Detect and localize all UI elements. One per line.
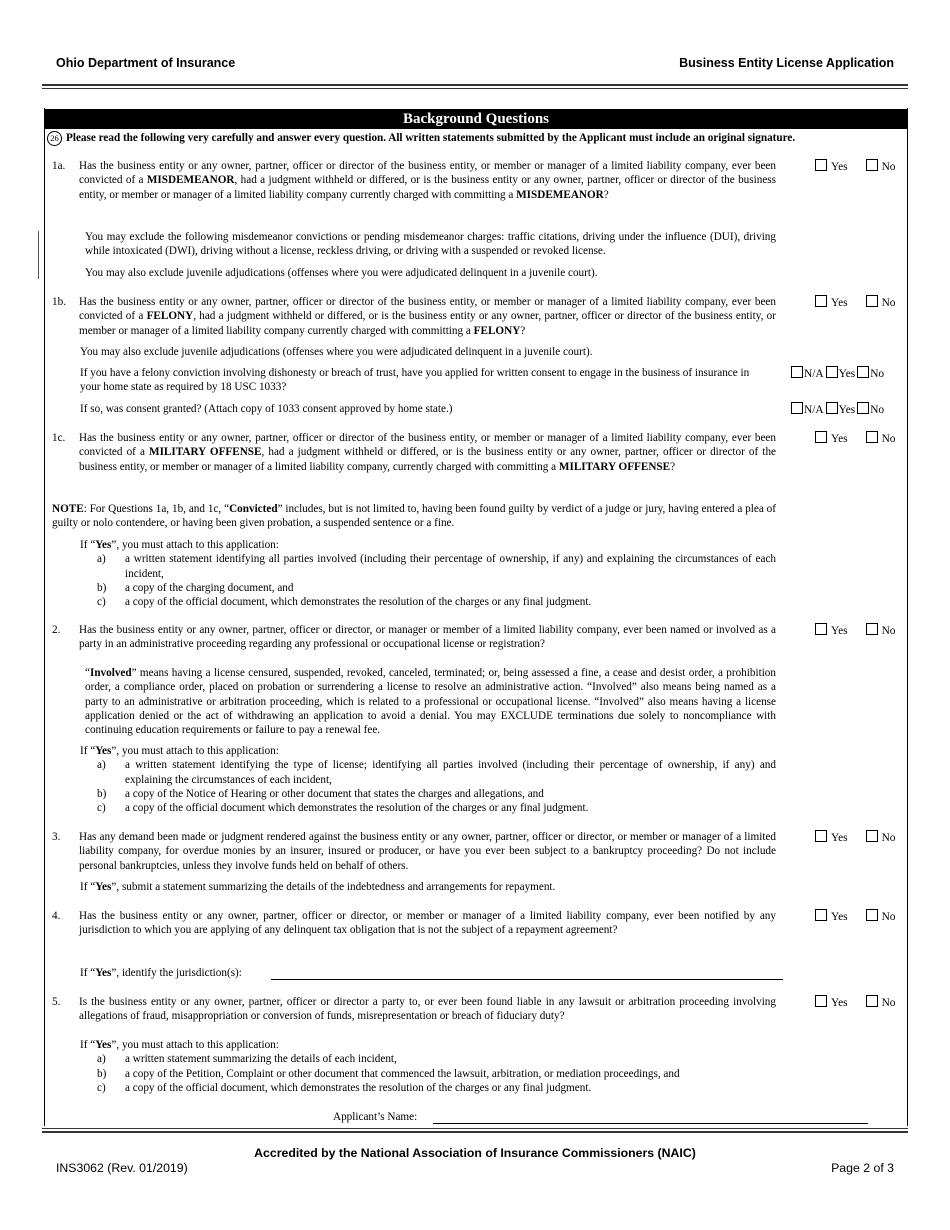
item-letter: b) (97, 1067, 107, 1080)
answer-1a (815, 159, 896, 174)
text: ”, you must attach to this application: (111, 1039, 279, 1051)
question-number: 1c. (52, 432, 66, 444)
answer-4 (815, 909, 896, 924)
question-text: Has any demand been made or judgment rendered against the business entity or any owner, partner, officer or director, or member or manager of a limited liability company, for overdue monies by an insurer, insured or producer, or have you ever been subject to a bankruptcy proceeding? Do not include personal bankruptcies, unless they involve funds held on behalf of others. (79, 831, 776, 872)
text: ”, you must attach to this application: (111, 745, 279, 757)
yes-label: Yes (831, 832, 848, 844)
item-letter: c) (97, 802, 106, 815)
item-letter: a) (97, 1053, 106, 1066)
attachment-intro (80, 1038, 776, 1052)
answer-2 (815, 623, 896, 638)
item-letter: a) (97, 759, 106, 772)
no-checkbox[interactable] (866, 995, 878, 1007)
misdemeanor-exclusions: You may exclude the following misdemeanor convictions or pending misdemeanor charges: traffic citations, driving under the influence (DUI), driving while intoxicated (DWI), driving without a license, reckless driving, or driving with a suspended or revoked license. (85, 231, 776, 258)
item-text: a written statement identifying the type of license; identifying all parties involved (including their percentage of ownership, if any) and explaining the circumstances of each incident, (125, 759, 776, 786)
answer-consent-granted (791, 402, 884, 417)
list-item (80, 801, 776, 815)
emphasis: MISDEMEANOR (516, 188, 604, 201)
revision-bar (38, 231, 39, 279)
question-1a (52, 159, 776, 202)
question-4 (52, 909, 776, 938)
no-label: No (881, 625, 896, 637)
list-item (80, 581, 776, 595)
na-label: N/A (804, 368, 824, 380)
question-number: 1b. (52, 296, 66, 308)
no-label: No (881, 297, 896, 309)
yes-checkbox[interactable] (815, 830, 827, 842)
no-label: No (870, 368, 885, 380)
no-checkbox[interactable] (866, 295, 878, 307)
text: ”, submit a statement summarizing the details of the indebtedness and arrangements for repayment. (111, 881, 556, 893)
question-number: 3. (52, 831, 61, 843)
question-text (79, 295, 776, 338)
item-text: a written statement summarizing the details of each incident, (125, 1053, 397, 1066)
emphasis: FELONY (473, 324, 521, 337)
emphasis: FELONY (146, 310, 194, 323)
juvenile-exclusion-1b: You may also exclude juvenile adjudications (offenses where you were adjudicated delinquent in a juvenile court). (80, 346, 593, 358)
text: Has the business entity or any owner, partner, officer or director of the business entity, or member or manager of a limited liability company, ever been convicted of a (79, 432, 776, 459)
answer-consent (791, 366, 884, 381)
footer-rule (42, 1128, 908, 1129)
question-1c (52, 431, 776, 474)
emphasis: Yes (95, 1039, 112, 1051)
list-item (80, 552, 776, 581)
emphasis: Yes (95, 539, 112, 551)
emphasis: MILITARY OFFENSE (558, 460, 671, 473)
answer-1b (815, 295, 896, 310)
question-5 (52, 995, 776, 1024)
no-checkbox[interactable] (857, 366, 869, 378)
answer-5 (815, 995, 896, 1010)
text: , had a judgment withheld or differed, or is the business entity or any owner, partner, officer or director of the business entity, or member or manager of a limited liability company, currently charged with committing a (79, 446, 776, 473)
yes-checkbox[interactable] (815, 995, 827, 1007)
question-3 (52, 830, 776, 873)
emphasis: Yes (95, 967, 112, 979)
emphasis: MILITARY OFFENSE (149, 446, 262, 459)
consent-granted-question: If so, was consent granted? (Attach copy of 1033 consent approved by home state.) (80, 403, 453, 415)
text: Has the business entity or any owner, partner, officer or director of the business entity, or member or manager of a limited liability company, ever been convicted of a (79, 160, 776, 187)
section-title: Background Questions (44, 109, 908, 129)
answer-1c (815, 431, 896, 446)
applicant-name-label: Applicant’s Name: (333, 1111, 418, 1123)
item-text: a copy of the official document, which demonstrates the resolution of the charges or any final judgment. (125, 596, 592, 609)
question-text: Has the business entity or any owner, partner, officer or director, or manager or member of a limited liability company, ever been named or involved as a party in an administrative proceeding regarding any professional or occupational license or registration? (79, 624, 776, 651)
no-label: No (881, 161, 896, 173)
yes-checkbox[interactable] (815, 295, 827, 307)
question-text (79, 431, 776, 474)
no-checkbox[interactable] (866, 159, 878, 171)
question-2 (52, 623, 776, 652)
emphasis: MISDEMEANOR (146, 174, 235, 187)
form-number: INS3062 (Rev. 01/2019) (56, 1161, 188, 1175)
attachment-intro (80, 744, 776, 758)
no-label: No (870, 404, 885, 416)
text: If “ (80, 967, 96, 979)
consent-question: If you have a felony conviction involving dishonesty or breach of trust, have you applied for written consent to engage in the business of insurance in your home state as required by 18 USC 1033? (80, 367, 750, 394)
text: ”, identify the jurisdiction(s): (111, 967, 242, 979)
question-number: 4. (52, 910, 61, 922)
yes-checkbox[interactable] (815, 909, 827, 921)
question-1b (52, 295, 776, 338)
item-text: a copy of the official document which demonstrates the resolution of the charges or any final judgment. (125, 802, 589, 815)
question-number: 2. (52, 624, 61, 636)
text: Has the business entity or any owner, partner, officer or director of the business entity, or member or manager of a limited liability company, ever been convicted of a (79, 296, 776, 323)
item-letter: c) (97, 596, 106, 609)
q3-instruction (80, 880, 776, 894)
involved-definition (85, 666, 776, 737)
text: , had a judgment withheld or differed, or is the business entity or any owner, partner, officer or director of the business entity, or member or manager of a limited liability company currently charged with committing a (79, 310, 776, 337)
no-checkbox[interactable] (857, 402, 869, 414)
question-number: 5. (52, 996, 61, 1008)
yes-checkbox[interactable] (826, 366, 838, 378)
no-label: No (881, 911, 896, 923)
yes-checkbox[interactable] (826, 402, 838, 414)
no-label: No (881, 433, 896, 445)
yes-label: Yes (831, 433, 848, 445)
list-item (80, 758, 776, 787)
no-checkbox[interactable] (866, 830, 878, 842)
text: “ (85, 667, 90, 679)
na-checkbox[interactable] (791, 366, 803, 378)
note-convicted (52, 502, 776, 531)
text: ” means having a license censured, suspended, revoked, canceled, terminated; or, being assessed a fine, a cease and desist order, a prohibition order, a compliance order, placed on probation or surrendering a license to resolve an administrative action. “Involved” also means being named as a party to an administrative or arbitration proceeding, which is related to a professional or occupational license. “Involved” also means having a license application denied or the act of withdrawing an application to avoid a denial. You may EXCLUDE terminations due solely to noncompliance with continuing education requirements or failure to pay a renewal fee. (85, 667, 776, 737)
attachment-list-2 (80, 744, 776, 815)
item-text: a copy of the Petition, Complaint or other document that commenced the lawsuit, arbitration, or mediation proceedings, and (125, 1067, 680, 1080)
list-item (80, 787, 776, 801)
text: , had a judgment withheld or differed, or is the business entity or any owner, partner, officer or director of the business entity, or member or manager of a limited liability company currently charged with committing a (79, 174, 776, 201)
question-text (79, 159, 776, 202)
instruction-text: Please read the following very carefully and answer every question. All written statements submitted by the Applicant must include an original signature. (66, 132, 796, 145)
emphasis: Yes (95, 881, 112, 893)
yes-label: Yes (831, 911, 848, 923)
yes-checkbox[interactable] (815, 159, 827, 171)
item-letter: b) (97, 787, 107, 800)
item-letter: a) (97, 553, 106, 566)
note-label: NOTE (52, 503, 84, 515)
no-checkbox[interactable] (866, 623, 878, 635)
attachment-intro (80, 538, 776, 552)
item-letter: c) (97, 1081, 106, 1094)
text: : For Questions 1a, 1b, and 1c, “ (83, 503, 230, 515)
emphasis: Convicted (229, 503, 278, 515)
list-item (80, 1052, 776, 1066)
text: ? (670, 460, 676, 473)
yes-label: Yes (838, 404, 856, 416)
accreditation-note: Accredited by the National Association of Insurance Commissioners (NAIC) (254, 1146, 696, 1160)
item-letter: b) (97, 581, 107, 594)
question-text: Is the business entity or any owner, partner, officer or director a party to, or ever been found liable in any lawsuit or arbitration proceeding involving allegations of fraud, misappropriation or conversion of funds, misrepresentation or breach of fiduciary duty? (79, 996, 776, 1023)
attachment-list-5 (80, 1038, 776, 1095)
juvenile-exclusion-1a: You may also exclude juvenile adjudications (offenses where you were adjudicated delinquent in a juvenile court). (85, 267, 598, 279)
text: ? (520, 324, 526, 337)
attachment-list-1 (80, 538, 776, 609)
text: ? (603, 188, 609, 201)
text: ” includes, but is not limited to, having been found guilty by verdict of a judge or jury, having entered a plea of guilty or nolo contendere, or having been given probation, a suspended sentence or a fine. (52, 503, 776, 530)
jurisdiction-label (80, 966, 280, 980)
question-text: Has the business entity or any owner, partner, officer or director, or member or manager of a limited liability company, ever been notified by any jurisdiction to which you are applying of any delinquent tax obligation that is not the subject of a repayment agreement? (79, 910, 776, 937)
section-instruction (47, 131, 909, 146)
no-checkbox[interactable] (866, 909, 878, 921)
section-number: 26 (47, 131, 62, 146)
yes-checkbox[interactable] (815, 623, 827, 635)
yes-label: Yes (831, 297, 848, 309)
answer-3 (815, 830, 896, 845)
header-rule-thin (42, 88, 908, 89)
page-number: Page 2 of 3 (831, 1161, 894, 1175)
text: If “ (80, 539, 96, 551)
item-text: a written statement identifying all parties involved (including their percentage of ownership, if any) and explaining the circumstances of each incident, (125, 553, 776, 580)
item-text: a copy of the Notice of Hearing or other document that states the charges and allegations, and (125, 787, 544, 800)
agency-name: Ohio Department of Insurance (56, 56, 236, 70)
yes-label: Yes (831, 161, 848, 173)
item-text: a copy of the charging document, and (125, 581, 294, 594)
yes-checkbox[interactable] (815, 431, 827, 443)
emphasis: Involved (89, 667, 132, 679)
text: ”, you must attach to this application: (111, 539, 279, 551)
yes-label: Yes (838, 368, 856, 380)
footer-rule-thick (42, 1131, 908, 1133)
list-item (80, 1067, 776, 1081)
question-number: 1a. (52, 160, 66, 172)
yes-label: Yes (831, 625, 848, 637)
yes-label: Yes (831, 997, 848, 1009)
form-title: Business Entity License Application (679, 56, 894, 70)
no-checkbox[interactable] (866, 431, 878, 443)
na-label: N/A (804, 404, 824, 416)
text: If “ (80, 745, 96, 757)
text: If “ (80, 1039, 96, 1051)
applicant-name-input-line[interactable] (433, 1123, 868, 1124)
emphasis: Yes (95, 745, 112, 757)
na-checkbox[interactable] (791, 402, 803, 414)
list-item (80, 595, 776, 609)
no-label: No (881, 832, 896, 844)
jurisdiction-input-line[interactable] (271, 979, 783, 980)
text: If “ (80, 881, 96, 893)
no-label: No (881, 997, 896, 1009)
list-item (80, 1081, 776, 1095)
item-text: a copy of the official document, which demonstrates the resolution of the charges or any final judgment. (125, 1081, 592, 1094)
header-rule (42, 84, 908, 86)
